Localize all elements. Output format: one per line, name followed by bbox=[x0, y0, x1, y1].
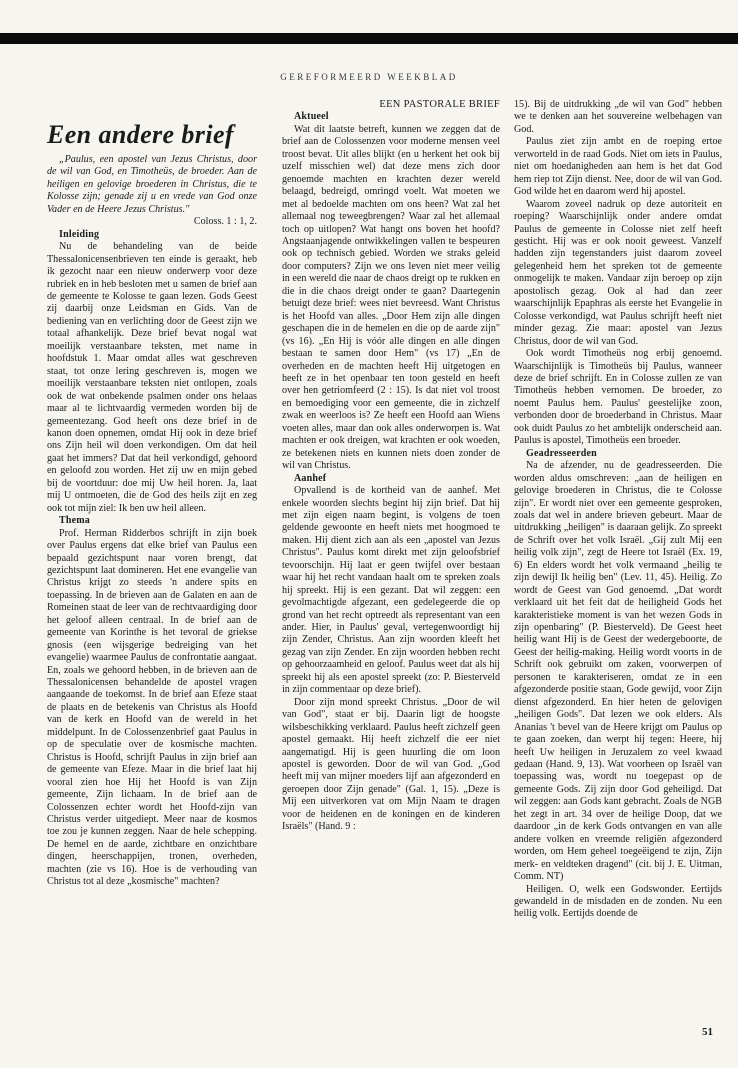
paragraph: Opvallend is de kortheid van de aanhef. Met enkele woorden slechts begint hij zijn brief. Dat hij met zijn eigen naam begint, is volgens de toen geldende gewoonte en heeft niets met hoogmoed te maken. Hij dient zich aan als een „apostel van Jezus Christus". Paulus komt direkt met zijn geloofsbrief tevoorschijn. Hij laat er geen twijfel over bestaan waar hij het recht vandaan haalt om te spreken zoals hij spreekt. Hij is een gezant. Dat wil zeggen: een gevolmachtigde afgezant, een gedelegeerde die op grond van het recht optreedt als representant van een ander. Hier, in Paulus' geval, vertegenwoordigt hij zijn Zender, Christus. Aan zijn woorden kleeft het gezag van zijn Zender. En zijn woorden hebben recht op gehoorzaamheid en geloof. Paulus weet dat als hij spreekt hij als een apostel spreekt (zo: P. Biesterveld in zijn commentaar op deze brief). bbox=[282, 485, 500, 696]
paragraph: Heiligen. O, welk een Godswonder. Eertijds gewandeld in de misdaden en de zonden. Nu een heilig volk. Eertijds doende de bbox=[514, 883, 722, 920]
running-head: GEREFORMEERD WEEKBLAD bbox=[280, 72, 458, 82]
epigraph-text: „Paulus, een apostel van Jezus Christus, door de wil van God, en Timotheüs, de broeder. Aan de heiligen en gelovige broederen in Christus, die te Kolosse zijn; genade zij u en vrede van God onze Vader en de Heere Jezus Christus." bbox=[47, 154, 257, 215]
top-rule bbox=[0, 33, 738, 44]
section-heading-aktueel: Aktueel bbox=[294, 111, 329, 123]
epigraph-reference: Coloss. 1 : 1, 2. bbox=[193, 216, 257, 228]
paragraph: Paulus ziet zijn ambt en de roeping ertoe verworteld in de raad Gods. Niet om iets in Paulus, niet om hoedanigheden aan hem is het dat God hem riep tot Zijn dienst. Nee, door de wil van God. God wilde het en daarom werd hij apostel. bbox=[514, 136, 722, 198]
page-number: 51 bbox=[702, 1026, 713, 1038]
paragraph: Wat dit laatste betreft, kunnen we zeggen dat de brief aan de Colossenzen voor moderne mensen veel troost bevat. Uit alles blijkt (en u herkent het ook bij uzelf misschien wel) dat deze mens zich door genoemde machten en krachten dezer wereld belaagd, bedreigd, omringd voelt. Wat moeten we met al bedoelde machten om ons heen? Wat zal het allemaal nog teweegbrengen? Waar zal het allemaal toch op uitlopen? Wat hangt ons boven het hoofd? Angstaanjagende ontwikkelingen vallen te bespeuren ook op technisch gebied. Worden we straks geleid door computers? Zijn we ons leven niet meer veilig in een wereld die naar de chaos dreigt op te rukken en die in die chaos dreigt onder te gaan? Daartegenin betuigt deze brief: wees niet bevreesd. Want Christus is het Hoofd van alles. „Door Hem zijn alle dingen geschapen die in de hemelen en die op de aarde zijn" (vs 16). „En Hij is vóór alle dingen en alle dingen bestaan te samen door Hem" (vs 17) „En de overheden en de machten heeft Hij uitgetogen en heeft ze in het openbaar ten toon gesteld en heeft over hen getriomfeerd (2 : 15). Is dat niet vol troost en bemoediging voor een gemeente, die in zichzelf zwak en weerloos is? Ze heeft een Hoofd aan Wiens voeten alles, maar dan ook alles onderworpen is. Wat machten er ook dreigen, wat krachten er ook woeden, ze betekenen niets en kunnen niets doen zonder de wil van Christus. bbox=[282, 123, 500, 472]
paragraph: Nu de behandeling van de beide Thessalonicensenbrieven ten einde is geraakt, heb ik gezocht naar een nieuw onderwerp voor deze rubriek en in heb besloten met u samen de brief aan de gemeente te Kolosse te gaan lezen. Gods Geest zij daarbij onze Leidsman en Gids. Van de bediening van en verlichting door de Geest zijn we totaal afhankelijk. Deze brief bevat nogal wat moeilijk verstaanbare teksten, met name in hoofdstuk 1. Maar omdat alles wat geschreven staat, tot onze lering geschreven is, mogen we moeilijk verstaanbare teksten niet ontlopen, zoals ook de wat onbekende psalmen onder ons helaas maar al te lichtvaardig vermeden worden bij de gemeentezang. God heeft ons deze brief in de kanon doen opnemen, omdat Hij ook in deze brief ons Zijn heil wil doen verkondigen. Om dat heil gaat het immers? Dat dat heil verkondigd, gehoord en geloofd zou worden. Het zij uw en mijn gebed bij de voortduur: doe mij Uw heil horen. Ja, laat mij U ontmoeten, die de God des heils zijt en zeg ook tot mijn ziel: Ik ben uw heil alleen. bbox=[47, 241, 257, 514]
paragraph: Prof. Herman Ridderbos schrijft in zijn boek over Paulus ergens dat elke brief van Paulus een bepaald gezichtspunt naar voren brengt, dat gezichtspunt laat domineren. Het ene evangelie van Christus krijgt zo steeds 'n andere spits en toepassing. In de brieven aan de Galaten en aan de Romeinen staat de leer van de rechtvaardiging door het geloof alleen centraal. In de brief aan de gemeente van Korinthe is het tevoral de griekse gnosis (een wijsgerige bedreiging van het evangelie) waarmee Paulus de confrontatie aangaat. En, zoals we gehoord hebben, in de brieven aan de Thessalonicensen behandelde de apostel vragen aangaande de toekomst. In de brief aan Efeze staat de plaats en de betekenis van Christus als Hoofd van de kerk en Hoofd van de wereld in het middelpunt. In de Colossenzenbrief gaat Paulus in op de speculatie over de kosmische machten. Christus is Hoofd, schrijft Paulus in zijn brief aan de gemeente van Efeze. Maar in die brief laat hij vooral zien hoe Hij het Hoofd is van Zijn gemeente, Zijn lichaam. In de brief aan de Colossenzen echter wordt het Hoofd-zijn van Christus verder uitgediept. Meer naar de kosmos toe zou je kunnen zeggen. Naar de hele schepping. De hemel en de aarde, zichtbare en onzichtbare dingen, heerschappijen, tronen, overheden, machten (zie vs 16). Hoe is de verhouding van Christus tot al deze „kosmische" machten? bbox=[47, 527, 257, 888]
paragraph: Ook wordt Timotheüs nog erbij genoemd. Waarschijnlijk is Timotheüs bij Paulus, wanneer deze de brief schrijft. En in Colosse zullen ze van Timotheüs hebben vernomen. De broeder, zo noemt Paulus hem. Paulus' geestelijke zoon, verbonden door de broederband in Christus. Maar ook duidt Paulus zo het ambtelijk onderscheid aan. Paulus is apostel, Timotheüs een broeder. bbox=[514, 348, 722, 447]
paragraph: Waarom zoveel nadruk op deze autoriteit en roeping? Waarschijnlijk onder andere omdat Paulus de gemeente in Colosse niet zelf heeft gesticht. Hij was er ook nooit geweest. Vanzelf hadden zijn tegenstanders juist daarom zoveel gelegenheid hem het spreken tot de gemeente onmogelijk te maken. Vandaar zijn beroep op zijn apostolisch gezag. Ook al had dan zeer waarschijnlijk Epaphras als eerste het Evangelie in Colosse verkondigd, wat Paulus schrijft heeft niet minder gezag. Zie maar: apostel van Jezus Christus, door de wil van God. bbox=[514, 198, 722, 347]
paragraph: Door zijn mond spreekt Christus. „Door de wil van God", staat er bij. Daarin ligt de hoogste wilsbeschikking verklaard. Paulus heeft zichzelf geen apostel gemaakt. Hij heeft zichzelf die eer niet aangematigd. Hij is geen huurling die om loon apostel is geworden. Door de wil van God. „God heeft mij van mijner moeders lijf aan afgezonderd en geroepen door Zijn genade" (Gal. 1, 15). „Deze is Mij een uitverkoren vat om Mijn Naam te dragen voor de heidenen en de koningen en de kinderen Israëls" (Hand. 9 : bbox=[282, 696, 500, 833]
article-title: Een andere brief bbox=[47, 120, 234, 149]
column-1 bbox=[47, 120, 257, 889]
section-kicker: EEN PASTORALE BRIEF bbox=[379, 99, 500, 110]
section-heading-thema: Thema bbox=[59, 515, 90, 527]
section-heading-inleiding: Inleiding bbox=[59, 228, 100, 240]
paragraph: Na de afzender, nu de geadresseerden. Die worden aldus omschreven: „aan de heiligen en gelovige broederen in Christus, die te Colosse zijn". Er wordt niet over een gemeente gesproken, zoals dat wel in andere brieven gebeurt. Maar de uitdrukking „heiligen" is daaraan gelijk. Zo spreekt de Schrift over het volk Israël. „Gij zult Mij een heilig volk zijn", zegt de Heere tot Israël (Ex. 19, 6) En elders wordt het volk vermaand „heilig te zijn dewijl Ik heilig ben" (Lev. 11, 45). Heilig. Zo wordt de Geest van God genoemd. „Dat wordt verklaard uit het feit dat de heiligheid Gods het karakteristieke moment is van het wezen Gods in zijn openbaring" (P. Biesterveld). De Geest heet heilig want Hij is de Geest der wedergeboorte, de Geest der heilig-making. Heilig wordt voorts in de Schrift ook gebruikt om zaken, voorwerpen of personen te karakteriseren, omdat ze in een afgezonderde positie staan, Gode gewijd, voor Zijn dienst afgezonderd. En hier heten de gelovigen „heiligen Gods". Dat lezen we ook elders. Als Ananias 't bevel van de Heere krijgt om Paulus op te gaan zoeken, dan werpt hij tegen: Heere, hij heeft Uw heiligen in Jeruzalem zo veel kwaad gedaan (Hand. 9, 13). Wat voorheen op Israël van toepassing was, wordt nu toegepast op de gemeente Gods. Zij zijn door God geheiligd. Dat wil zeggen: aan Gods kant gebracht. Zoals de NGB het zegt in art. 34 over de heilige Doop, dat we daardoor „in de kerk Gods ontvangen en van alle andere volken en vreemde religiën afgezonderd worden, om Hem geheel toegeëigend te zijn, Zijn merk- en veldteken dragend" (cit. bij J. E. Uitman, Comm. NT) bbox=[514, 460, 722, 883]
column-3 bbox=[514, 99, 722, 921]
column-2 bbox=[282, 99, 500, 834]
epigraph bbox=[47, 154, 257, 228]
section-heading-geadresseerden: Geadresseerden bbox=[526, 447, 597, 459]
paragraph: 15). Bij de uitdrukking „de wil van God" hebben we te denken aan het souvereine welbehagen van God. bbox=[514, 99, 722, 135]
section-heading-aanhef: Aanhef bbox=[294, 472, 327, 484]
